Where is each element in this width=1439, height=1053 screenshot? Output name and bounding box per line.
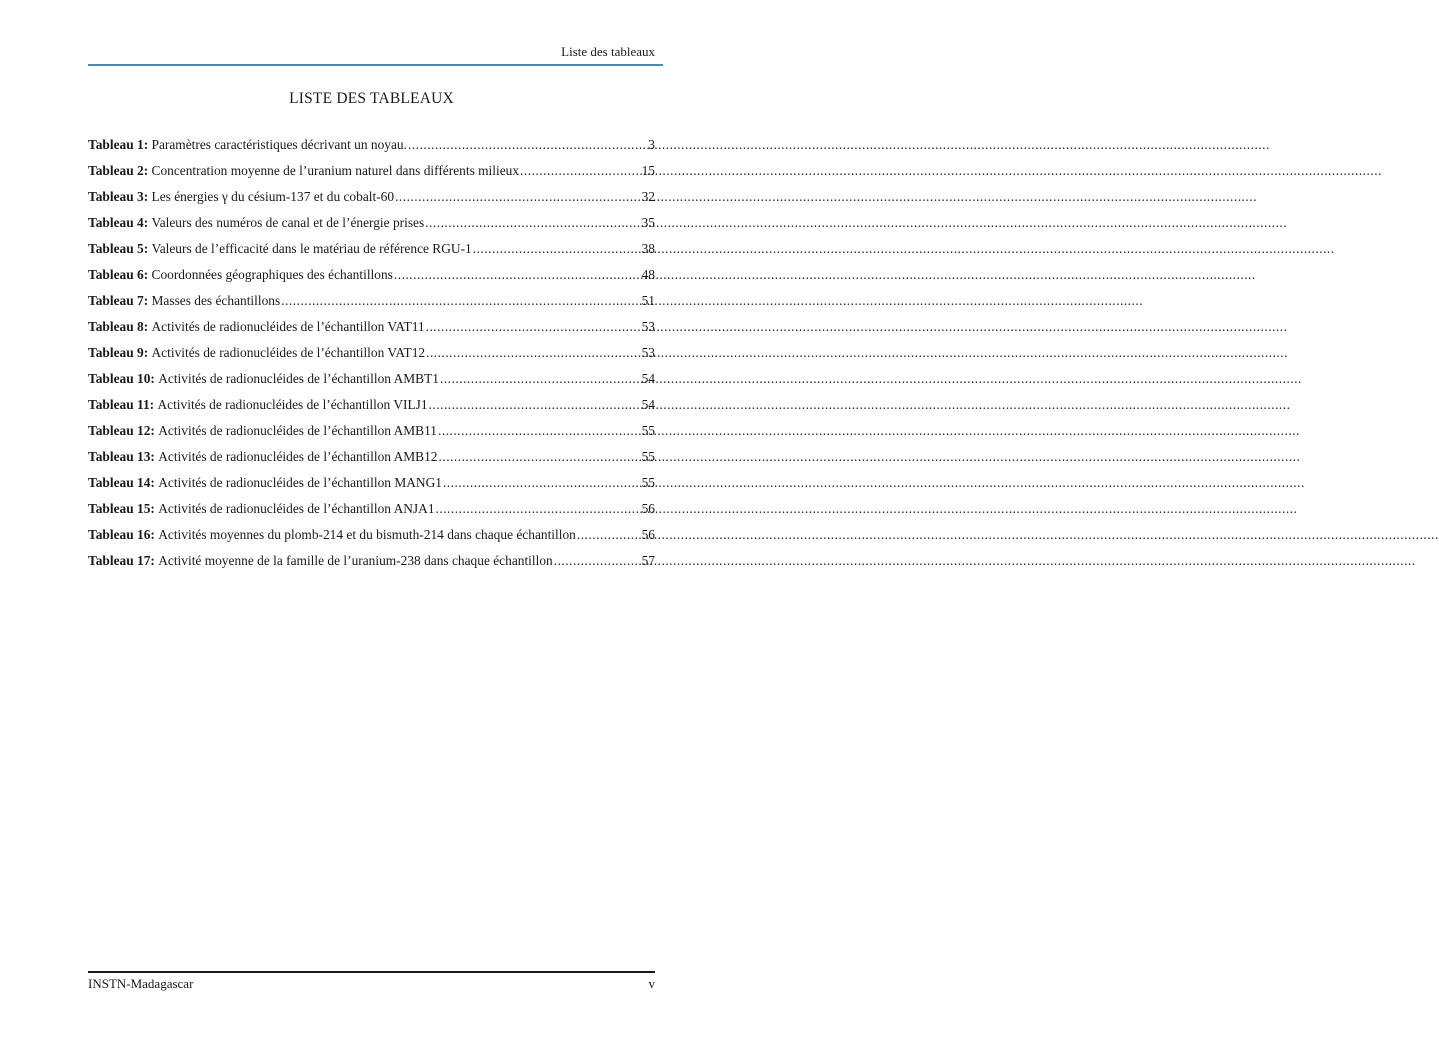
toc-entry-label: Tableau 12: [88, 423, 155, 438]
toc-entry-page-number: 48 [641, 267, 655, 282]
toc-entry[interactable] [88, 188, 655, 214]
toc-entry-label: Tableau 9: [88, 345, 149, 360]
toc-entry-page-number: 53 [641, 319, 655, 334]
toc-entry[interactable] [88, 162, 655, 188]
toc-entry-page-number: 51 [641, 293, 655, 308]
toc-entry-title: Activités de radionucléides de l’échantillon AMB11 [158, 423, 437, 438]
toc-dot-leader [443, 474, 641, 492]
toc-entry-label: Tableau 1: [88, 137, 149, 152]
toc-dot-leader [429, 396, 641, 414]
toc-entry-page-number: 38 [641, 241, 655, 256]
toc-dot-leader [554, 552, 641, 570]
toc-entry-title: Masses des échantillons [151, 293, 281, 308]
toc-entry-title: Activité moyenne de la famille de l’uranium-238 dans chaque échantillon [158, 553, 553, 568]
toc-entry-title: Les énergies γ du césium-137 et du cobalt-60 [151, 189, 395, 204]
toc-entry-page-number: 15 [641, 163, 655, 178]
toc-entry-page-number: 32 [641, 189, 655, 204]
toc-entry-label: Tableau 16: [88, 527, 155, 542]
toc-entry[interactable] [88, 500, 655, 526]
toc-dot-leader [436, 500, 641, 518]
toc-entry-page-number: 57 [641, 553, 655, 568]
toc-entry-label: Tableau 13: [88, 449, 155, 464]
list-of-tables [88, 136, 655, 578]
toc-entry-page-number: 56 [641, 501, 655, 516]
toc-dot-leader [520, 162, 641, 180]
toc-entry-label: Tableau 4: [88, 215, 149, 230]
toc-entry-page-number: 35 [641, 215, 655, 230]
toc-dot-leader [394, 266, 641, 284]
footer-rule [88, 971, 655, 973]
toc-entry-title: Activités de radionucléides de l’échantillon VILJ1 [157, 397, 428, 412]
toc-entry[interactable] [88, 344, 655, 370]
toc-dot-leader [281, 292, 640, 310]
toc-entry-label: Tableau 5: [88, 241, 149, 256]
toc-entry-title: Activités de radionucléides de l’échantillon AMB12 [158, 449, 438, 464]
toc-entry-label: Tableau 7: [88, 293, 149, 308]
toc-entry[interactable] [88, 448, 655, 474]
toc-entry-label: Tableau 10: [88, 371, 155, 386]
toc-entry-label: Tableau 2: [88, 163, 149, 178]
footer-institution: INSTN-Madagascar [88, 976, 194, 991]
toc-dot-leader [439, 448, 641, 466]
toc-entry-label: Tableau 8: [88, 319, 149, 334]
toc-entry-title: Activités moyennes du plomb-214 et du bismuth-214 dans chaque échantillon [158, 527, 576, 542]
toc-dot-leader [408, 136, 647, 154]
header-rule [88, 64, 663, 66]
toc-entry[interactable] [88, 396, 655, 422]
toc-entry[interactable] [88, 422, 655, 448]
toc-entry-title: Activités de radionucléides de l’échantillon VAT11 [151, 319, 425, 334]
toc-entry[interactable] [88, 318, 655, 344]
toc-entry-page-number: 53 [641, 345, 655, 360]
toc-entry-title: Activités de radionucléides de l’échantillon ANJA1 [158, 501, 435, 516]
toc-entry-label: Tableau 11: [88, 397, 155, 412]
toc-entry-label: Tableau 6: [88, 267, 149, 282]
toc-dot-leader [426, 344, 641, 362]
toc-entry-title: Activités de radionucléides de l’échantillon VAT12 [151, 345, 426, 360]
toc-dot-leader [577, 526, 641, 544]
footer-page-number: v [648, 976, 655, 991]
toc-dot-leader [473, 240, 641, 258]
toc-entry-page-number: 55 [641, 475, 655, 490]
toc-entry-label: Tableau 3: [88, 189, 149, 204]
toc-entry-page-number: 55 [641, 423, 655, 438]
toc-dot-leader [440, 370, 641, 388]
toc-entry-page-number: 54 [641, 397, 655, 412]
toc-entry-title: Coordonnées géographiques des échantillons [151, 267, 393, 282]
toc-dot-leader [425, 214, 640, 232]
toc-entry[interactable] [88, 370, 655, 396]
toc-entry[interactable] [88, 214, 655, 240]
toc-dot-leader [426, 318, 641, 336]
toc-entry[interactable] [88, 240, 655, 266]
toc-entry-title: Activités de radionucléides de l’échantillon AMBT1 [158, 371, 439, 386]
toc-entry-page-number: 3 [648, 137, 655, 152]
toc-entry-label: Tableau 14: [88, 475, 155, 490]
toc-entry-title: Valeurs des numéros de canal et de l’énergie prises [151, 215, 425, 230]
toc-entry-title: Valeurs de l’efficacité dans le matériau de référence RGU-1 [151, 241, 472, 256]
toc-entry[interactable] [88, 136, 655, 162]
toc-entry[interactable] [88, 526, 655, 552]
toc-entry-title: Activités de radionucléides de l’échantillon MANG1 [158, 475, 442, 490]
toc-entry-page-number: 56 [641, 527, 655, 542]
toc-entry-label: Tableau 17: [88, 553, 155, 568]
running-header: Liste des tableaux [561, 44, 655, 59]
toc-entry[interactable] [88, 474, 655, 500]
toc-entry[interactable] [88, 266, 655, 292]
page-title: LISTE DES TABLEAUX [289, 90, 454, 107]
toc-dot-leader [438, 422, 641, 440]
toc-entry[interactable] [88, 292, 655, 318]
toc-entry-title: Paramètres caractéristiques décrivant un noyau. [151, 137, 407, 152]
toc-entry-page-number: 55 [641, 449, 655, 464]
toc-entry-page-number: 54 [641, 371, 655, 386]
toc-entry-label: Tableau 15: [88, 501, 155, 516]
toc-entry[interactable] [88, 552, 655, 578]
toc-dot-leader [395, 188, 641, 206]
toc-entry-title: Concentration moyenne de l’uranium naturel dans différents milieux [151, 163, 520, 178]
